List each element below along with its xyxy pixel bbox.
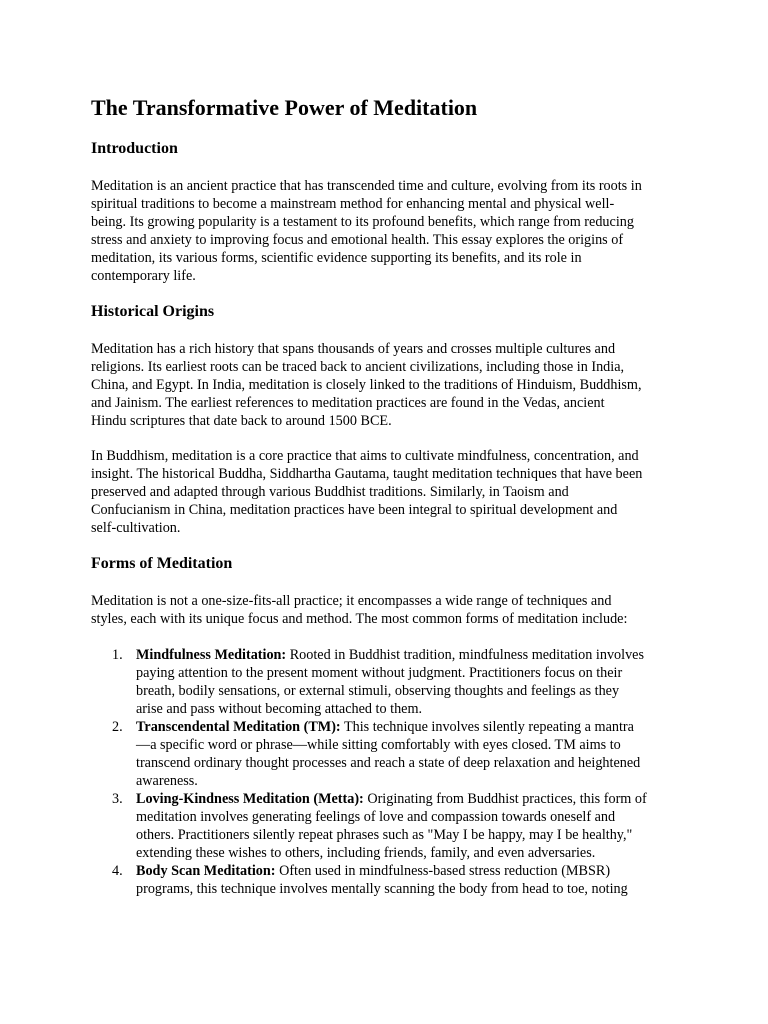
list-term: Transcendental Meditation (TM):	[136, 719, 341, 735]
text-line: being. Its growing popularity is a testament to its profound benefits, which range from reducing	[91, 214, 634, 230]
text-line: In Buddhism, meditation is a core practice that aims to cultivate mindfulness, concentration, and	[91, 448, 639, 464]
list-first-line-text: Often used in mindfulness-based stress reduction (MBSR)	[275, 863, 611, 879]
list-first-line	[136, 718, 640, 736]
list-term: Mindfulness Meditation:	[136, 647, 287, 663]
text-line: meditation, its various forms, scientific evidence supporting its benefits, and its role in	[91, 250, 582, 266]
text-line: others. Practitioners silently repeat phrases such as "May I be happy, may I be healthy,"	[136, 827, 633, 843]
text-line: China, and Egypt. In India, meditation is closely linked to the traditions of Hinduism, Buddhism,	[91, 377, 642, 393]
document-title: The Transformative Power of Meditation	[91, 95, 478, 120]
text-line: Meditation is an ancient practice that has transcended time and culture, evolving from its roots in	[91, 178, 642, 194]
list-item-body	[136, 790, 647, 862]
text-line: contemporary life.	[91, 268, 196, 284]
list-first-line-text: This technique involves silently repeating a mantra	[340, 719, 634, 735]
list-number: 4.	[112, 863, 123, 879]
list-term: Body Scan Meditation:	[136, 863, 276, 879]
forms-intro-paragraph	[91, 592, 691, 628]
text-line: insight. The historical Buddha, Siddhartha Gautama, taught meditation techniques that have been	[91, 466, 643, 482]
list-number: 1.	[112, 647, 123, 663]
text-line: extending these wishes to others, including friends, family, and even adversaries.	[136, 845, 596, 861]
text-line: Confucianism in China, meditation practices have been integral to spiritual development and	[91, 502, 618, 518]
list-first-line	[136, 862, 628, 880]
text-line: self-cultivation.	[91, 520, 181, 536]
text-line: spiritual traditions to become a mainstream method for enhancing mental and physical well-	[91, 196, 615, 212]
text-line: transcend ordinary thought processes and reach a state of deep relaxation and heightened	[136, 755, 641, 771]
text-line: Meditation is not a one-size-fits-all practice; it encompasses a wide range of techniques and	[91, 593, 612, 609]
introduction-paragraph	[91, 177, 691, 285]
historical-origins-paragraph-2	[91, 447, 691, 537]
heading-forms-of-meditation: Forms of Meditation	[91, 555, 233, 572]
text-line: paying attention to the present moment without judgment. Practitioners focus on their	[136, 665, 623, 681]
list-first-line-text: Originating from Buddhist practices, this form of	[363, 791, 647, 807]
list-item-body	[136, 862, 628, 898]
historical-origins-paragraph-1	[91, 340, 691, 430]
list-number: 2.	[112, 719, 123, 735]
text-line: religions. Its earliest roots can be traced back to ancient civilizations, including those in India,	[91, 359, 625, 375]
text-line: stress and anxiety to improving focus and emotional health. This essay explores the origins of	[91, 232, 624, 248]
text-line: meditation involves generating feelings of love and compassion towards oneself and	[136, 809, 616, 825]
text-line: and Jainism. The earliest references to meditation practices are found in the Vedas, ancient	[91, 395, 605, 411]
text-line: Hindu scriptures that date back to around 1500 BCE.	[91, 413, 392, 429]
text-line: breath, bodily sensations, or external stimuli, observing thoughts and feelings as they	[136, 683, 620, 699]
list-number: 3.	[112, 791, 123, 807]
text-line: styles, each with its unique focus and method. The most common forms of meditation include:	[91, 611, 628, 627]
list-term: Loving-Kindness Meditation (Metta):	[136, 791, 364, 807]
text-line: awareness.	[136, 773, 198, 789]
text-line: preserved and adapted through various Buddhist traditions. Similarly, in Taoism and	[91, 484, 569, 500]
text-line: —a specific word or phrase—while sitting comfortably with eyes closed. TM aims to	[136, 737, 621, 753]
list-first-line-text: Rooted in Buddhist tradition, mindfulness meditation involves	[286, 647, 644, 663]
text-line: arise and pass without becoming attached to them.	[136, 701, 423, 717]
list-first-line	[136, 790, 647, 808]
list-first-line	[136, 646, 644, 664]
heading-introduction: Introduction	[91, 140, 178, 157]
list-item-body	[136, 646, 644, 718]
text-line: Meditation has a rich history that spans thousands of years and crosses multiple cultures and	[91, 341, 616, 357]
text-line: programs, this technique involves mentally scanning the body from head to toe, noting	[136, 881, 628, 897]
list-item-body	[136, 718, 640, 790]
heading-historical-origins: Historical Origins	[91, 303, 215, 320]
